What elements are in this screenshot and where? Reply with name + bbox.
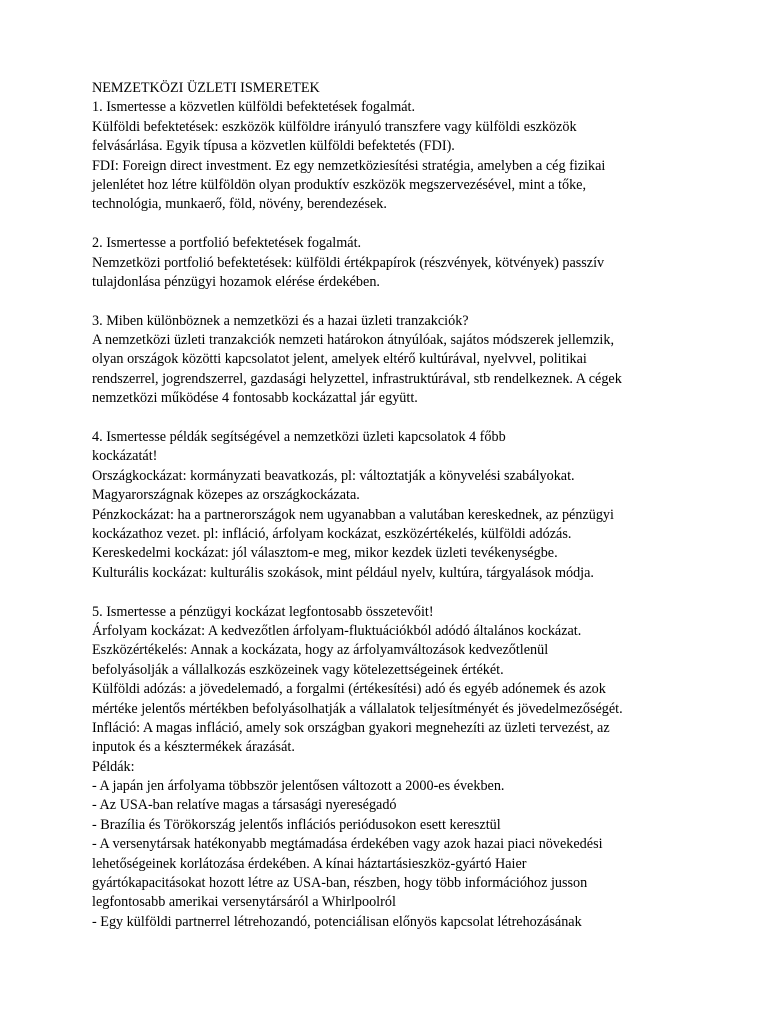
section-3-line: nemzetközi működése 4 fontosabb kockázattal jár együtt. — [92, 390, 418, 407]
section-5-line: Külföldi adózás: a jövedelemadó, a forgalmi (értékesítési) adó és egyéb adónemek és azok — [92, 681, 606, 698]
section-5-line: Infláció: A magas infláció, amely sok országban gyakori megnehezíti az üzleti tervezést, az — [92, 719, 610, 736]
section-3-line: olyan országok közötti kapcsolatot jelent, amelyek eltérő kultúrával, nyelvvel, politikai — [92, 351, 587, 368]
section-2-line: Nemzetközi portfolió befektetések: külföldi értékpapírok (részvények, kötvények) passzív — [92, 254, 605, 271]
section-4-line: Országkockázat: kormányzati beavatkozás, pl: változtatják a könyvelési szabályokat. — [92, 467, 575, 484]
section-3-question: 3. Miben különböznek a nemzetközi és a hazai üzleti tranzakciók? — [92, 312, 469, 329]
section-4-line: kockázathoz vezet. pl: infláció, árfolyam kockázat, eszközértékelés, külföldi adózás. — [92, 525, 572, 542]
section-5-line: - Az USA-ban relatíve magas a társasági nyereségadó — [92, 797, 397, 814]
section-5-question: 5. Ismertesse a pénzügyi kockázat legfontosabb összetevőit! — [92, 603, 434, 620]
section-1-line: Külföldi befektetések: eszközök külföldre irányuló transzfere vagy külföldi eszközök — [92, 118, 577, 135]
section-5-line: - A japán jen árfolyama többször jelentősen változott a 2000-es években. — [92, 778, 505, 795]
section-2-question: 2. Ismertesse a portfolió befektetések fogalmát. — [92, 235, 362, 252]
paragraph-spacer — [92, 583, 692, 602]
section-1-question: 1. Ismertesse a közvetlen külföldi befektetések fogalmát. — [92, 99, 416, 116]
section-5-line: - Brazília és Törökország jelentős inflációs periódusokon esett keresztül — [92, 816, 501, 833]
section-5-line: Eszközértékelés: Annak a kockázata, hogy az árfolyamváltozások kedvezőtlenül — [92, 642, 549, 659]
section-4-question: 4. Ismertesse példák segítségével a nemzetközi üzleti kapcsolatok 4 főbb — [92, 429, 506, 446]
section-5-line: lehetőségeinek korlátozása érdekében. A kínai háztartásieszköz-gyártó Haier — [92, 855, 527, 872]
section-4-question-continued: kockázatát! — [92, 448, 158, 465]
section-2-line: tulajdonlása pénzügyi hozamok elérése érdekében. — [92, 273, 380, 290]
section-1-line: felvásárlása. Egyik típusa a közvetlen külföldi befektetés (FDI). — [92, 138, 455, 155]
section-1-line: technológia, munkaerő, föld, növény, berendezések. — [92, 196, 387, 213]
section-5-line: mértéke jelentős mértékben befolyásolhatják a vállalatok teljesítményét és jövedelmezőségét. — [92, 700, 623, 717]
section-4-line: Kulturális kockázat: kulturális szokások, mint például nyelv, kultúra, tárgyalások módja. — [92, 564, 594, 581]
section-3-line: rendszerrel, jogrendszerrel, gazdasági helyzettel, infrastruktúrával, stb rendelkeznek. A cégek — [92, 370, 622, 387]
section-5-line: gyártókapacitásokat hozott létre az USA-ban, részben, hogy több információhoz jusson — [92, 875, 588, 892]
section-5-line: Példák: — [92, 758, 135, 775]
paragraph-spacer — [92, 409, 692, 428]
document-page — [92, 79, 692, 932]
section-5-line: befolyásolják a vállalkozás eszközeinek vagy kötelezettségeinek értékét. — [92, 661, 504, 678]
section-3-line: A nemzetközi üzleti tranzakciók nemzeti határokon átnyúlóak, sajátos módszerek jellemzik, — [92, 332, 614, 349]
section-5-line: Árfolyam kockázat: A kedvezőtlen árfolyam-fluktuációkból adódó általános kockázat. — [92, 622, 582, 639]
paragraph-spacer — [92, 292, 692, 311]
section-4-line: Magyarországnak közepes az országkockázata. — [92, 487, 360, 504]
section-4-line: Pénzkockázat: ha a partnerországok nem ugyanabban a valutában kereskednek, az pénzügyi — [92, 506, 614, 523]
section-5-line: - Egy külföldi partnerrel létrehozandó, potenciálisan előnyös kapcsolat létrehozásának — [92, 913, 582, 930]
section-1-line: FDI: Foreign direct investment. Ez egy nemzetköziesítési stratégia, amelyben a cég fizikai — [92, 157, 606, 174]
section-5-line: inputok és a késztermékek árazását. — [92, 739, 295, 756]
section-1-line: jelenlétet hoz létre külföldön olyan produktív eszközök megszervezésével, mint a tőke, — [92, 176, 587, 193]
section-5-line: legfontosabb amerikai versenytársáról a Whirlpoolról — [92, 894, 396, 911]
document-title: NEMZETKÖZI ÜZLETI ISMERETEK — [92, 80, 320, 96]
paragraph-spacer — [92, 215, 692, 234]
section-4-line: Kereskedelmi kockázat: jól választom-e meg, mikor kezdek üzleti tevékenységbe. — [92, 545, 558, 562]
section-5-line: - A versenytársak hatékonyabb megtámadása érdekében vagy azok hazai piaci növekedési — [92, 836, 603, 853]
